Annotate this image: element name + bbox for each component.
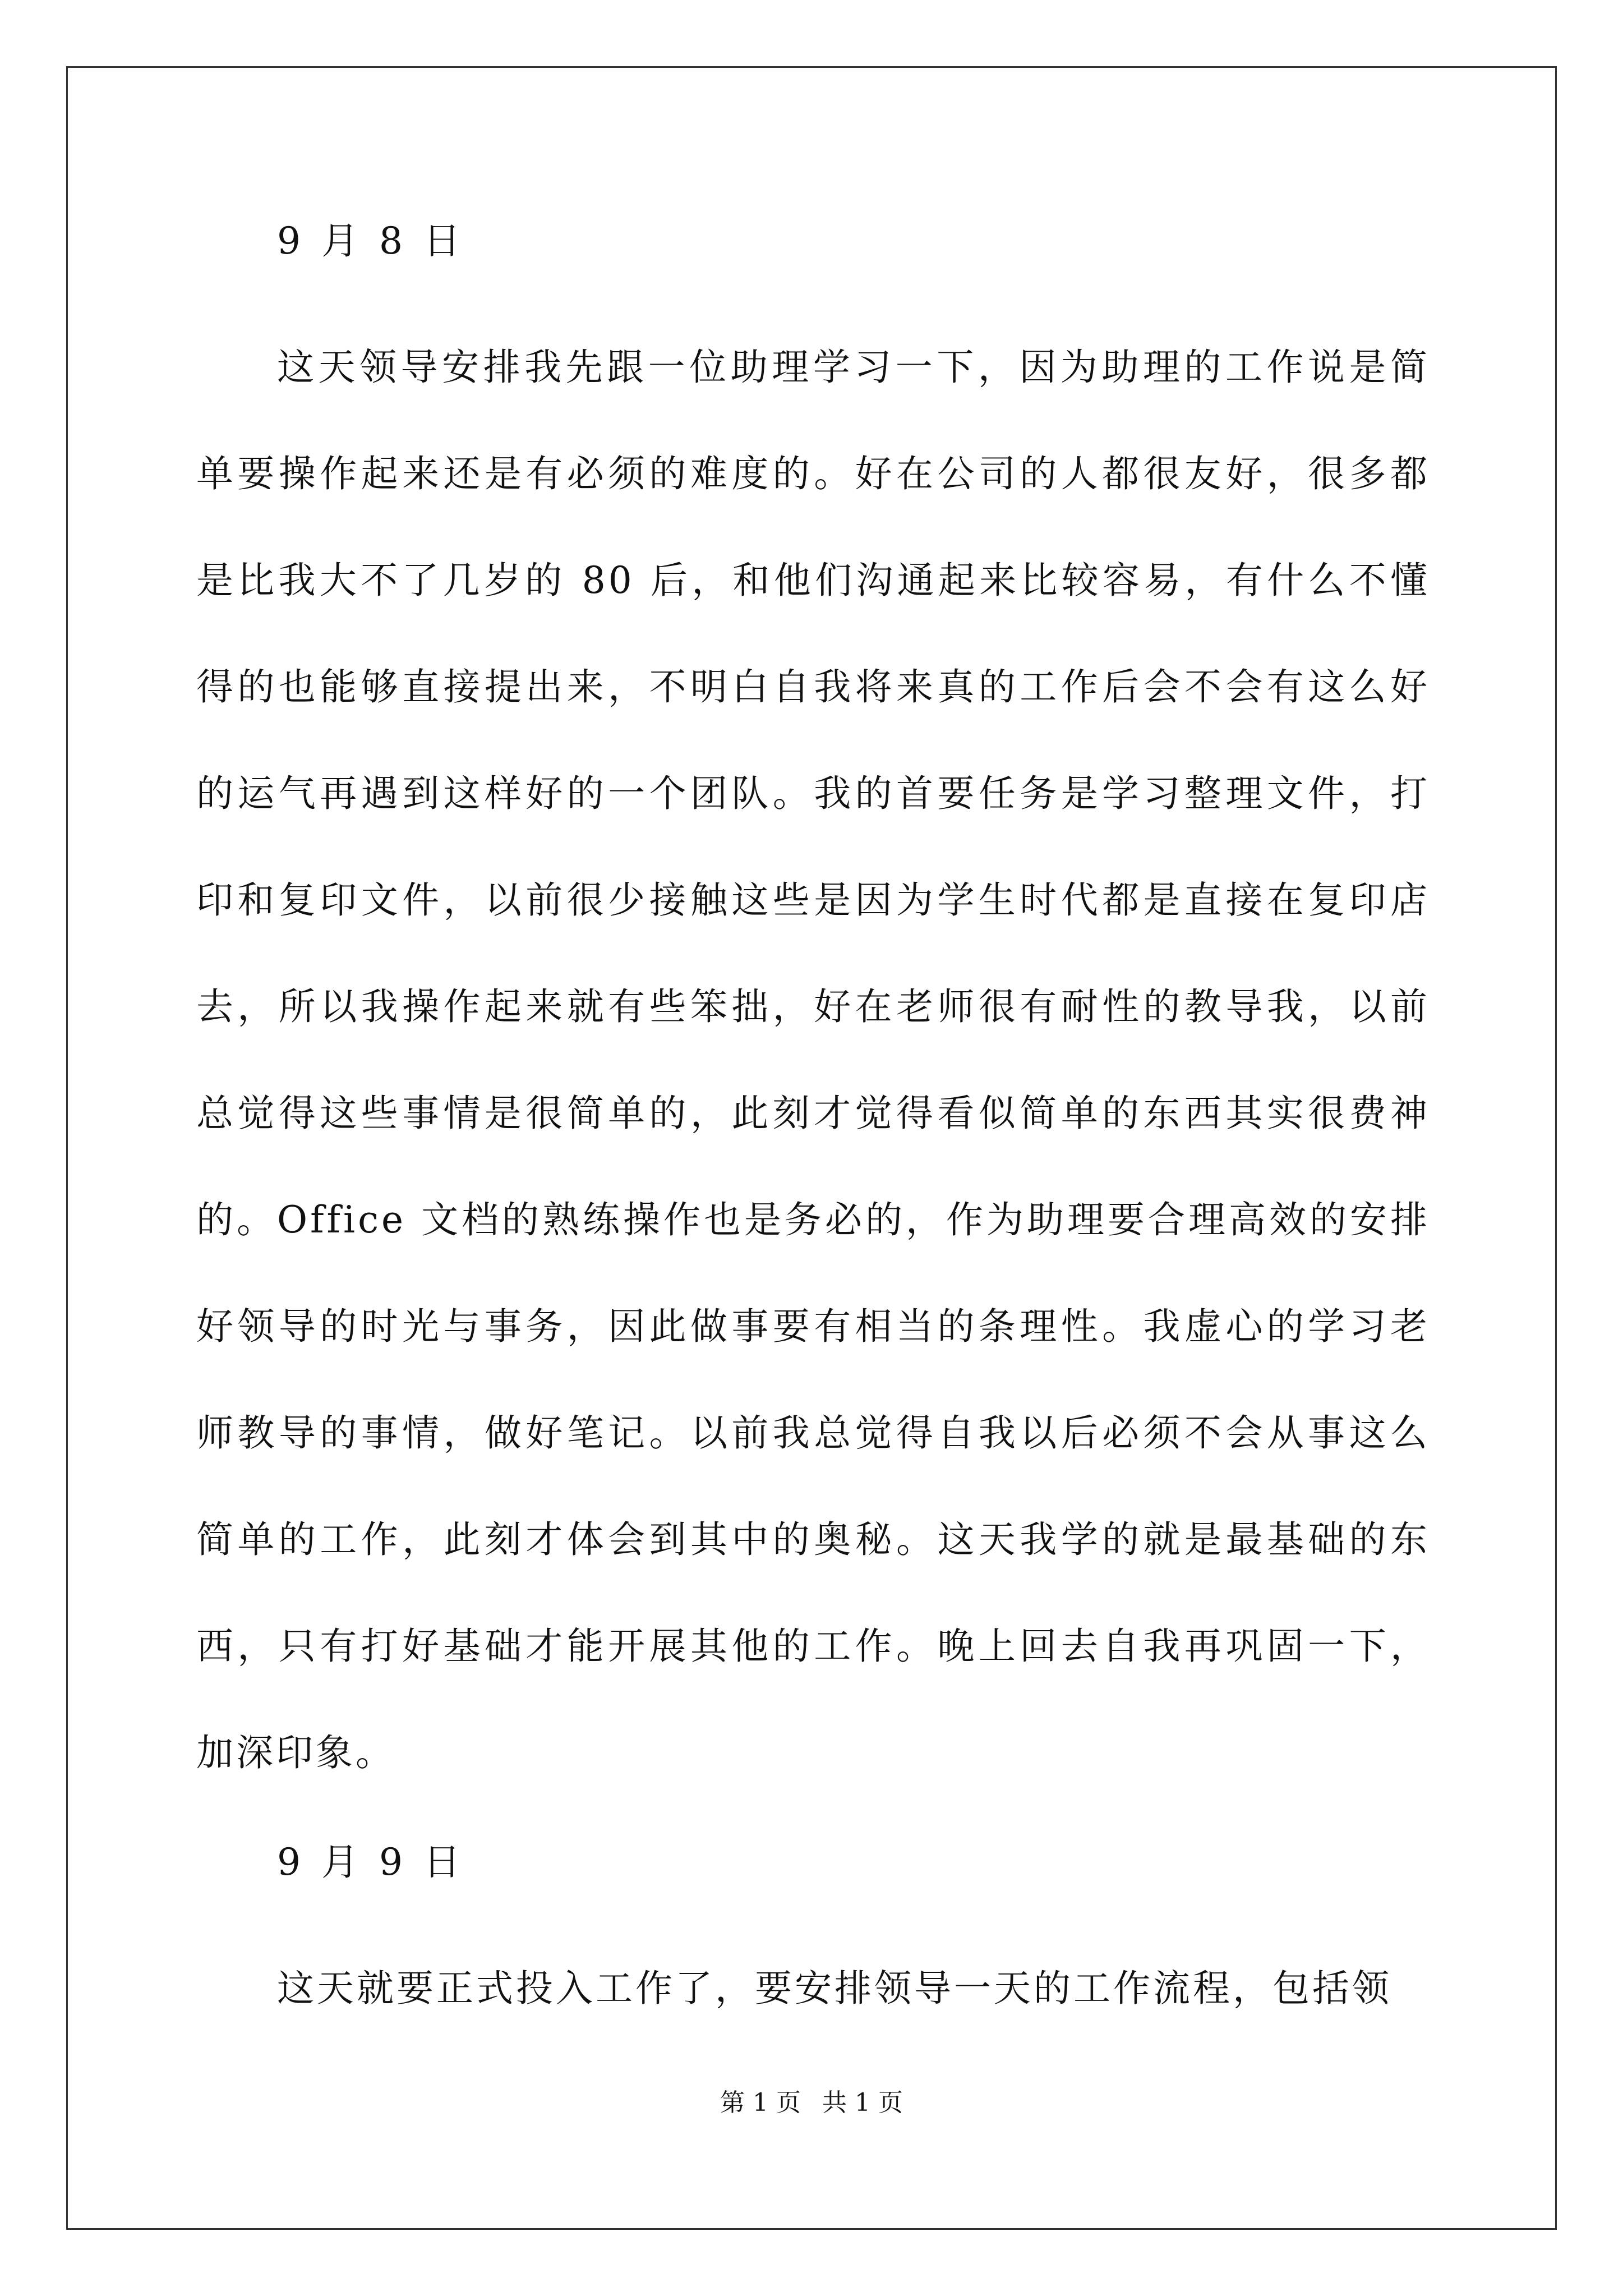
page-number: 第 1 页: [720, 2088, 801, 2117]
entry-paragraph: 这天就要正式投入工作了，要安排领导一天的工作流程，包括领: [277, 1967, 1392, 2010]
entry-date: 9 月 8 日: [277, 219, 465, 263]
entry-paragraph: 这天领导安排我先跟一位助理学习一下，因为助理的工作说是简单要操作起来还是有必须的难度的。好在公司的人都很友好，很多都是比我大不了几岁的 80 后，和他们沟通起来比较容易，有什么不懂得的也能够直接提出来，不明白自我将来真的工作后会不会有这么好的运气再遇到这样好的一个团队。我的首要任务是学习整理文件，打印和复印文件，以前很少接触这些是因为学生时代都是直接在复印店去，所以我操作起来就有些笨拙，好在老师很有耐性的教导我，以前总觉得这些事情是很简单的，此刻才觉得看似简单的东西其实很费神的。Office 文档的熟练操作也是务必的，作为助理要合理高效的安排好领导的时光与事务，因此做事要有相当的条理性。我虚心的学习老师教导的事情，做好笔记。以前我总觉得自我以后必须不会从事这么简单的工作，此刻才体会到其中的奥秘。这天我学的就是最基础的东西，只有打好基础才能开展其他的工作。晚上回去自我再巩固一下，加深印象。: [196, 346, 1430, 1774]
page-footer: [0, 2082, 1623, 2118]
page-total: 共 1 页: [822, 2088, 903, 2117]
document-body: [196, 208, 1430, 2064]
entry-date: 9 月 9 日: [277, 1841, 465, 1884]
